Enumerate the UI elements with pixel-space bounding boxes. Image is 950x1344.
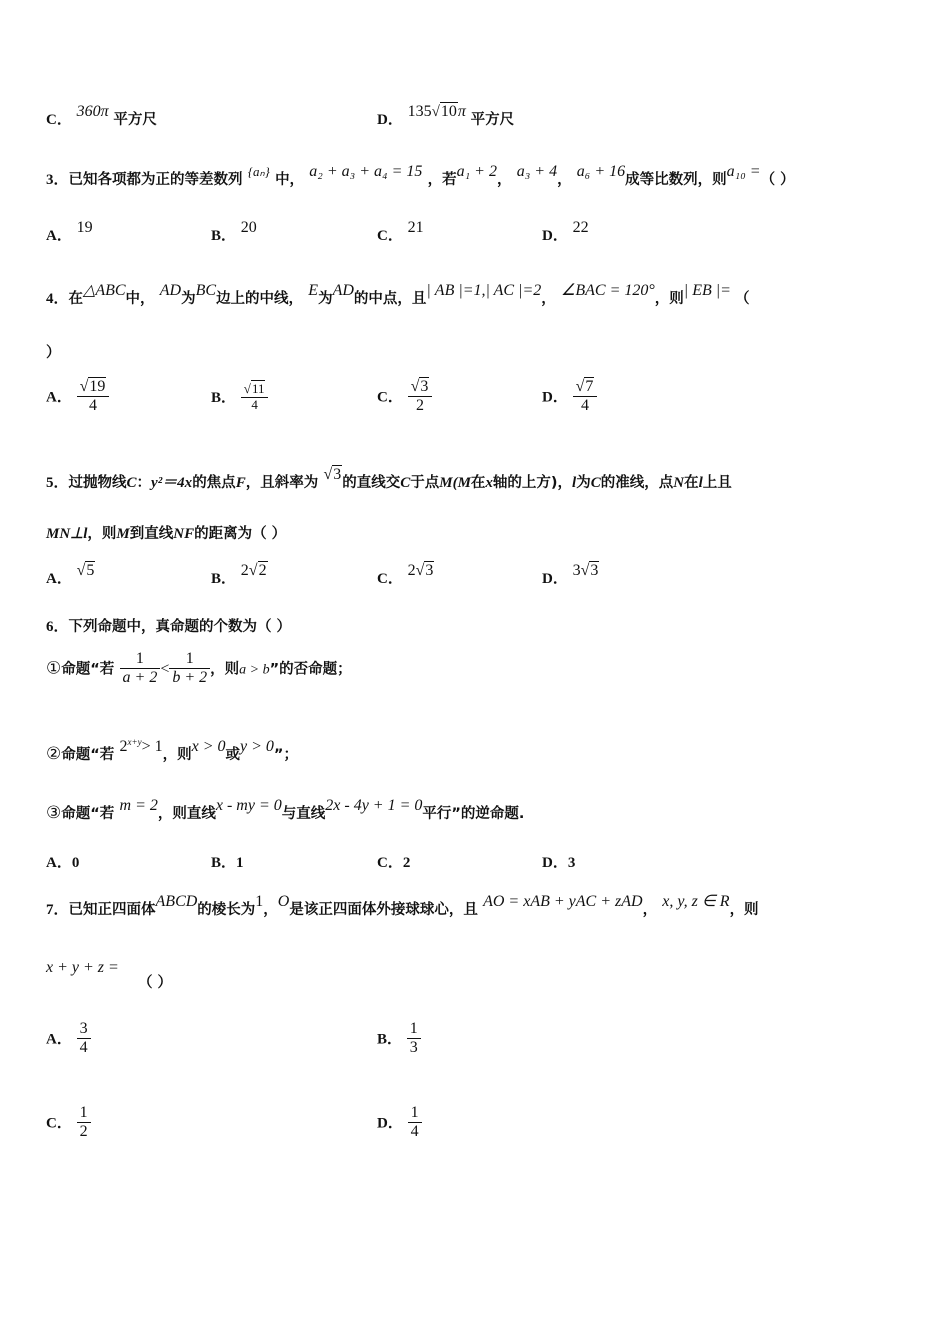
fraction: $\frac{3}{4}$	[77, 1020, 91, 1058]
q4-stem: 4．在△ABC中， AD为BC边上的中线， E为AD的中点，且| AB |=1,| AC |=2， ∠BAC = 120°，则| EB |= （	[46, 282, 750, 307]
q5-option-a[interactable]: A． √5	[46, 562, 95, 587]
sqrt-symbol: √10	[431, 103, 457, 120]
sqrt-symbol: √3	[323, 466, 342, 483]
fraction: $\frac{√19}{4}$	[77, 378, 110, 416]
fraction: $\frac{1}{4}$	[408, 1104, 422, 1142]
q6-option-c[interactable]: C．2	[377, 855, 411, 871]
fraction: $\frac{1}{2}$	[77, 1104, 91, 1142]
q6-stem: 6．下列命题中，真命题的个数为（ ）	[46, 619, 292, 635]
sqrt-symbol: √5	[76, 562, 95, 579]
q5-option-c[interactable]: C． 2√3	[377, 562, 434, 587]
q3-option-d[interactable]: D． 22	[542, 219, 589, 244]
q6-option-b[interactable]: B．1	[211, 855, 244, 871]
sqrt-symbol: √7	[575, 378, 594, 395]
sqrt-symbol: √19	[79, 378, 106, 395]
fraction: $\frac{√11}{4}$	[241, 382, 269, 413]
q7-stem: 7．已知正四面体ABCD的棱长为1，O是该正四面体外接球球心，且 AO = xAB + yAC + zAD， x, y, z ∈ R，则	[46, 893, 759, 918]
q3-option-a[interactable]: A． 19	[46, 219, 93, 244]
q4-stem-close: ）	[46, 345, 61, 361]
q5-stem: 5．过抛物线C：y²＝4x的焦点F，且斜率为 √3的直线交C于点M(M在x轴的上方)，l为C的准线，点N在l上且	[46, 466, 732, 491]
q4-option-a[interactable]: A． $\frac{√19}{4}$	[46, 378, 109, 416]
q2-option-d[interactable]: D． 135√10π 平方尺	[377, 103, 515, 128]
q7-option-d[interactable]: D． $\frac{1}{4}$	[377, 1104, 422, 1142]
q2-option-c-math: 360π	[76, 103, 109, 120]
q7-stem-2: x + y + z = （ ）	[46, 959, 173, 991]
q6-proposition-1: ①命题“若 $\frac{1}{a + 2}$ < $\frac{1}{b + 2}$ ，则a > b”的否命题；	[46, 650, 352, 687]
q5-option-b[interactable]: B． 2√2	[211, 562, 267, 587]
q6-option-a[interactable]: A．0	[46, 855, 80, 871]
fraction: $\frac{1}{a + 2}$	[120, 650, 161, 688]
q7-option-b[interactable]: B． $\frac{1}{3}$	[377, 1020, 421, 1058]
q7-option-a[interactable]: A． $\frac{3}{4}$	[46, 1020, 91, 1058]
q5-stem-2: MN⊥l，则M到直线NF的距离为（ ）	[46, 526, 287, 542]
sqrt-symbol: √2	[248, 562, 267, 579]
fraction: $\frac{√3}{2}$	[408, 378, 433, 416]
sqrt-symbol: √11	[243, 381, 265, 396]
q4-option-b[interactable]: B． $\frac{√11}{4}$	[211, 382, 268, 413]
q4-option-c[interactable]: C． $\frac{√3}{2}$	[377, 378, 432, 416]
q3-option-c[interactable]: C． 21	[377, 219, 424, 244]
sqrt-symbol: √3	[580, 562, 599, 579]
fraction: $\frac{1}{3}$	[407, 1020, 421, 1058]
q5-option-d[interactable]: D． 3√3	[542, 562, 599, 587]
q6-option-d[interactable]: D．3	[542, 855, 576, 871]
fraction: $\frac{1}{b + 2}$	[169, 650, 210, 688]
q6-proposition-3: ③命题“若 m = 2，则直线x - my = 0与直线2x - 4y + 1 = 0平行”的逆命题.	[46, 797, 525, 822]
q7-option-c[interactable]: C． $\frac{1}{2}$	[46, 1104, 91, 1142]
q4-option-d[interactable]: D． $\frac{√7}{4}$	[542, 378, 597, 416]
q3-option-b[interactable]: B． 20	[211, 219, 257, 244]
fraction: $\frac{√7}{4}$	[573, 378, 598, 416]
q2-option-c[interactable]: C． 360π 平方尺	[46, 103, 157, 128]
q6-proposition-2: ②命题“若 $2^{x+y}> 1$，则x > 0或y > 0”；	[46, 737, 298, 763]
q3-stem: 3．已知各项都为正的等差数列 {aₙ} 中， a₂ + a₃ + a₄ = 15 ，若a₁ + 2， a₃ + 4， a₆ + 16成等比数列，则a₁₀ =（ ）	[46, 163, 795, 188]
sqrt-symbol: √3	[410, 378, 429, 395]
sqrt-symbol: √3	[415, 562, 434, 579]
